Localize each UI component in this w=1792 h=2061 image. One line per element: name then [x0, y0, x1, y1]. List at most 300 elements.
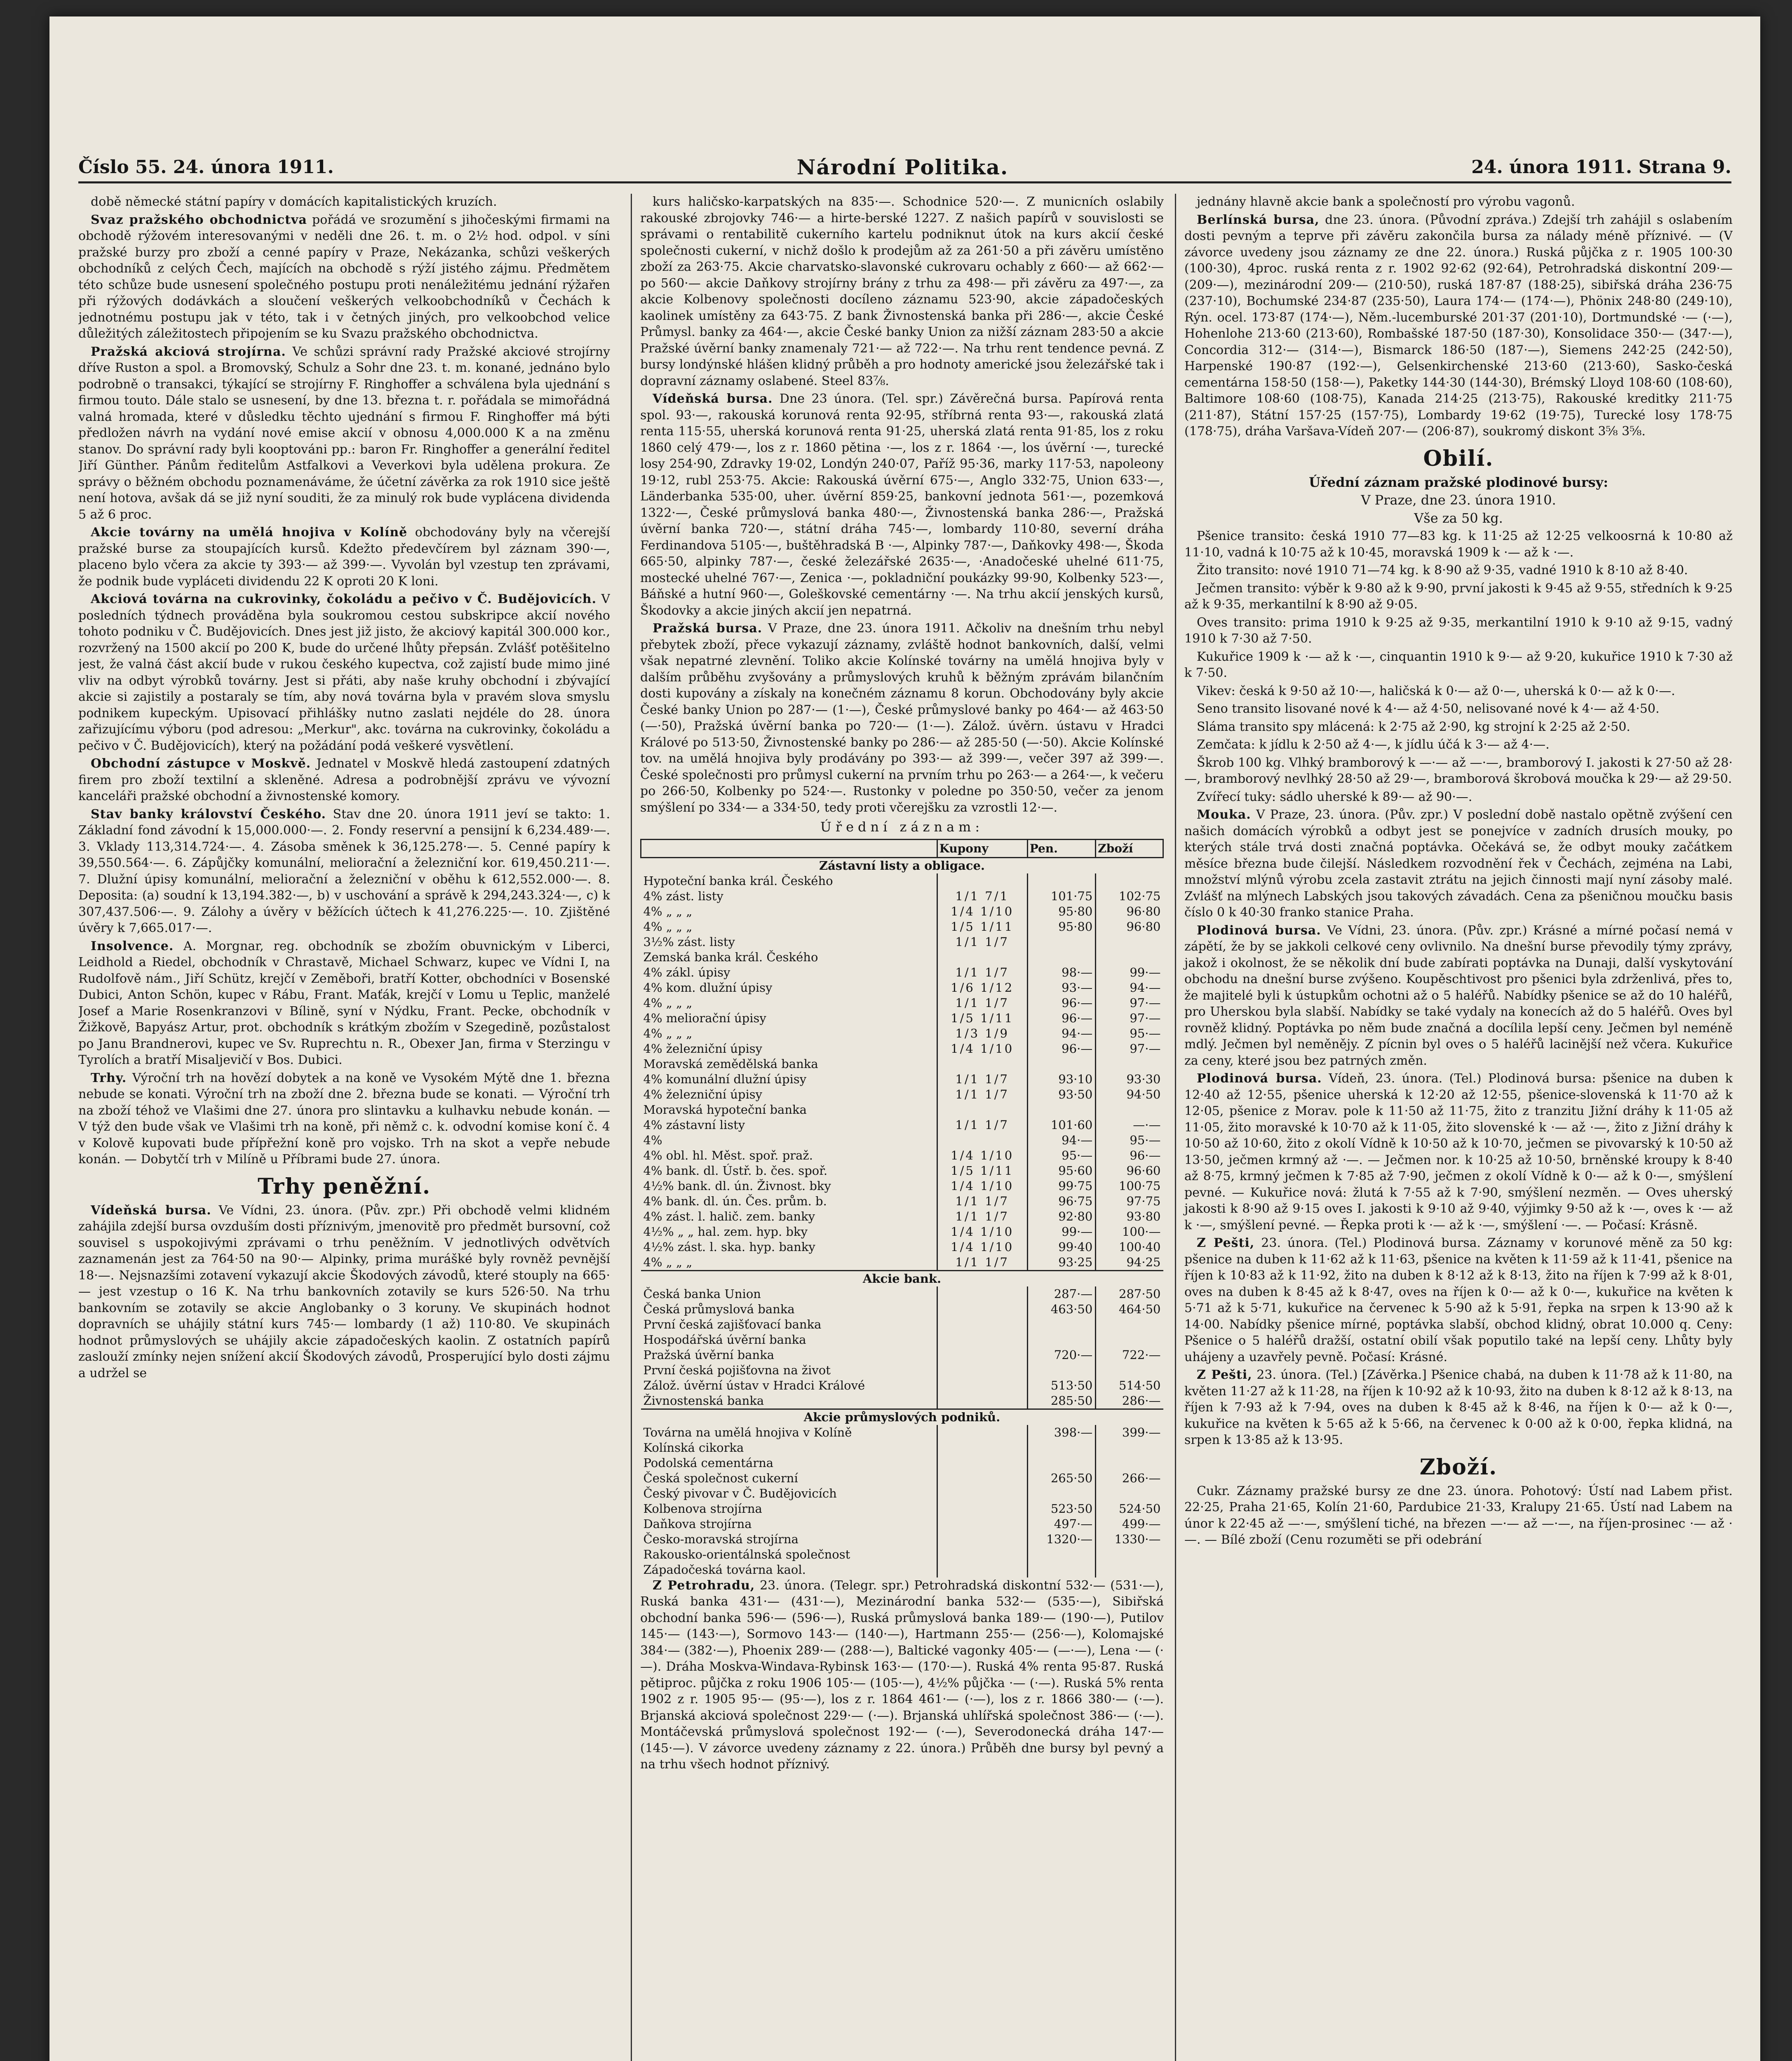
header-cell [641, 839, 937, 857]
article-lead: Obchodní zástupce v Moskvě. [91, 756, 311, 771]
cell-mid: 1/5 1/11 [937, 919, 1027, 934]
cell-mid [937, 1455, 1027, 1471]
cell-mid: 1/1 1/7 [937, 1087, 1027, 1102]
cell-pen [1027, 1317, 1096, 1332]
group-label: Zástavní listy a obligace. [641, 857, 1163, 873]
cell-name: 4% zákl. úpisy [643, 965, 730, 979]
article-lead: Plodinová bursa. [1197, 923, 1321, 938]
article-text: Ječmen transito: výběr k 9·80 až k 9·90, první jakosti k 9·45 až 9·55, středních k 9·25 až k 9·35, merkantilní k 8·90 až 9·05. [1184, 581, 1733, 612]
cell-pen [1027, 1547, 1096, 1562]
cell-mid [937, 873, 1027, 889]
cell-name: 4% bank. dl. Ústř. b. čes. spoř. [643, 1163, 828, 1178]
cell-pen: 98·— [1027, 965, 1096, 980]
section-title-zbozi: Zboží. [1419, 1454, 1498, 1480]
column-3-articles [1184, 194, 1733, 440]
table-group-row [641, 857, 1163, 873]
article-text: 23. února. (Telegr. spr.) Petrohradská diskontní 532·— (531·—), Ruská banka 431·— (431·—), Mezinárodní banka 532·— (535·—), Sibiřská obchodní banka 596·— (596·—), Ruská průmyslová banka 189·— (190·—), Putilov 145·— (143·—), Sormovo 143·— (140·—), Hartmann 255·— (256·—), Kolomajské 384·— (382·—), Phoenix 289·— (288·—), Baltické vagonky 405·— (—·—), Lena ·— (·—). Dráha Moskva-Windava-Rybinsk 163·— (170·—). Ruská 4% renta 95·87. Ruská pětiproc. půjčka z roku 1906 105·— (105·—), 4½% půjčka ·— (·—). Ruská 5% renta 1902 z r. 1905 95·— (95·—), los z r. 1864 461·— (·—), los z r. 1866 380·— (·—). Brjanská akciová společnost 229·— (·—). Brjanská uhlířská společnost 386·— (·—). Montáčevská průmyslová společnost 192·— (·—), Severodonecká dráha 147·— (145·—). V závorce uvedeny záznamy z 22. února.) Průběh dne bursy byl pevný a na trhu všech hodnot příznivý. [640, 1578, 1164, 1772]
cell-name: 3½% zást. listy [643, 934, 735, 949]
cell-name: 4% komunální dlužní úpisy [643, 1072, 807, 1086]
table-row [641, 1041, 1163, 1056]
table-row [641, 1317, 1163, 1332]
cell-pen [1027, 1455, 1096, 1471]
table-row [641, 1117, 1163, 1133]
article-paragraph [1184, 580, 1733, 613]
article-text: Ve schůzi správní rady Pražské akciové strojírny dříve Ruston a spol. a Bromovský, Schulz a Sohr dne 23. t. m. konané, jednáno bylo podrobně o transakci, týkající se strojírny F. Ringhoffer a schválena byla ujednání s firmou touto. Dále stalo se usnesení, by dne 13. března t. r. pořádala se mimořádná valná hromada, které v důsledku těchto ujednání s firmou F. Ringhoffer má býti předložen návrh na vydání nové emise akcií v obnosu 4,000.000 K a na změnu stanov. Do správní rady byli kooptováni pp.: baron Fr. Ringhoffer a generální ředitel Jiří Günther. Pánům ředitelům Astfalkovi a Veverkovi byla udělena prokura. Ze správy o běžném obchodu poznamenáváme, že účetní závěrka za rok 1910 sice ještě není hotova, avšak dá se již nyní souditi, že za minulý rok bude vyplácena dividenda 5 až 6 proc. [78, 344, 610, 522]
cell-mid: 1/4 1/10 [937, 904, 1027, 919]
cell-mid: 1/1 1/7 [937, 934, 1027, 950]
table-row [641, 1532, 1163, 1547]
cell-mid: 1/1 1/7 [937, 965, 1027, 980]
cell-pen: 463·50 [1027, 1302, 1096, 1317]
article-text: V Praze, dne 23. února 1911. Ačkoliv na dnešním trhu nebyl přebytek zboží, přece vykazují záznamy, zvláště hodnot bankovních, další, velmi však nepatrné zlevnění. Toliko akcie Kolínské továrny na umělá hnojiva byly v dalším průběhu zvyšovány a průmyslových kruhů k běžným zprávám bilančním dosti kupovány a získaly na konečném záznamu 8 korun. Obchodovány byly akcie České banky Union po 287·— (1·—), České průmyslové banky po 464·— až 463·50 (—·50), Pražská úvěrní banka po 720·— (1·—). Zálož. úvěrn. ústavu v Hradci Králové po 513·50, Živnostenské banky po 286·— až 285·50 (—·50). Akcie Kolínské tov. na umělá hnojiva byly prodávány po 393·— až 399·—, večer 397 až 399·—. České společnosti pro průmysl cukerní na prvním trhu po 263·— a 264·—, k večeru po 266·50, Kolbenky po 524·—. Rustonky v poledne po 350·50, večer za jenom smýšlení po 334·— a 334·50, tedy proti včerejšku za vzrostli 12·—. [640, 621, 1164, 815]
article-lead: Akcie továrny na umělá hnojiva v Kolíně [91, 525, 408, 540]
article-paragraph [640, 194, 1164, 389]
article-lead: Mouka. [1197, 807, 1251, 822]
cell-zbozi: 96·60 [1096, 1163, 1163, 1178]
article-paragraph [1184, 683, 1733, 700]
cell-name: 4% zástavní listy [643, 1117, 745, 1132]
table-row [641, 1393, 1163, 1409]
cell-mid [937, 1425, 1027, 1440]
cell-name: Moravská hypoteční banka [643, 1102, 807, 1117]
cell-pen: 95·— [1027, 1148, 1096, 1163]
cell-zbozi [1096, 1056, 1163, 1072]
cell-zbozi [1096, 873, 1163, 889]
article-text: A. Morgnar, reg. obchodník se zbožím obuvnickým v Liberci, Leidhold a Riedel, obchodník v Chrastavě, Michael Schwarz, kupec ve Vídni I, na Rudolfově nám., Jiří Schütz, krejčí v Zeměboři, bratří Kotter, obchodníci v Bosenské Dubici, Anton Schön, kupec v Rábu, Frant. Maťák, krejčí v Lomu u Teplic, manželé Josef a Marie Rosenkranzovi v Bílině, syní v Nýdku, Frant. Pecke, obchodník v Žižkově, Bapyász Artur, prot. obchodník s krátkým zbožím v Szegedině, pozůstalost po Janu Brandnerovi, kupec ve Sv. Ruprechtu n. R., Obexer Jan, firma v Sterzingu v Tyrolích a bratří Misaljevičí v Bos. Dubici. [78, 939, 610, 1067]
cell-mid [937, 1393, 1027, 1409]
table-row [641, 1425, 1163, 1440]
cell-name: Podolská cementárna [643, 1455, 774, 1470]
cell-zbozi: 96·80 [1096, 904, 1163, 919]
article-paragraph [78, 194, 610, 210]
cell-mid: 1/4 1/10 [937, 1148, 1027, 1163]
cell-name: Továrna na umělá hnojiva v Kolíně [643, 1425, 852, 1439]
cell-zbozi: 499·— [1096, 1516, 1163, 1532]
cell-name: 4% železniční úpisy [643, 1087, 763, 1101]
table-header-row [641, 839, 1163, 857]
article-text: Jednatel v Moskvě hledá zastoupení zdatných firem pro zboží textilní a skleněné. Adresa a podrobnější zprávu ve vývozní kanceláři pražské obchodní a živnostenské komory. [78, 756, 610, 803]
cell-pen: 101·75 [1027, 889, 1096, 904]
cell-pen: 513·50 [1027, 1378, 1096, 1393]
table-row [641, 1501, 1163, 1516]
cell-name: 4½% bank. dl. ún. Živnost. bky [643, 1178, 831, 1193]
cell-mid [937, 1286, 1027, 1302]
sugar-report: Cukr. Záznamy pražské bursy ze dne 23. února. Pohotový: Ústí nad Labem přist. 22·25, Praha 21·65, Kolín 21·60, Pardubice 21·33, Kralupy 21·65. Ústí nad Labem na únor k 22·45 až —·—, smýšlení tiché, na březen —·— až —·—, na říjen-prosinec ·— až ·—. — Bílé zboží (Cenu rozuměti se při odebrání [1184, 1484, 1733, 1547]
cell-pen [1027, 873, 1096, 889]
cell-pen: 1320·— [1027, 1532, 1096, 1547]
article-paragraph [78, 756, 610, 805]
cell-mid [937, 1440, 1027, 1455]
article-paragraph [78, 1070, 610, 1168]
cell-pen: 96·— [1027, 1041, 1096, 1056]
table-row [641, 965, 1163, 980]
article-paragraph [78, 212, 610, 342]
article-paragraph [640, 1577, 1164, 1773]
cell-mid: 1/1 1/7 [937, 1194, 1027, 1209]
cell-pen: 99·75 [1027, 1178, 1096, 1194]
cell-zbozi: 287·50 [1096, 1286, 1163, 1302]
article-lead: Pražská akciová strojírna. [91, 344, 286, 359]
article-lead: Trhy. [91, 1070, 127, 1085]
masthead [78, 153, 1731, 183]
table-row [641, 1194, 1163, 1209]
article-paragraph [1184, 807, 1733, 921]
table-row [641, 1455, 1163, 1471]
cell-pen: 94·— [1027, 1026, 1096, 1041]
article-lead: Z Petrohradu, [653, 1578, 755, 1593]
cell-zbozi: 524·50 [1096, 1501, 1163, 1516]
cell-pen: 99·— [1027, 1224, 1096, 1239]
cell-zbozi [1096, 1317, 1163, 1332]
article-text: Zvířecí tuky: sádlo uherské k 89·— až 90·—. [1197, 789, 1473, 804]
table-row [641, 1562, 1163, 1577]
column-1 [78, 194, 610, 2061]
cell-name: Kolbenova strojírna [643, 1501, 762, 1516]
cell-mid [937, 1532, 1027, 1547]
table-row [641, 1224, 1163, 1239]
cell-mid [937, 950, 1027, 965]
cell-name: 4½% zást. l. ska. hyp. banky [643, 1239, 815, 1254]
ledger-title: Úřední záznam: [820, 819, 984, 835]
article-paragraph [640, 620, 1164, 816]
cell-zbozi: 93·30 [1096, 1072, 1163, 1087]
cell-name: 4% „ „ „ [643, 919, 693, 934]
table-row [641, 934, 1163, 950]
table-row [641, 873, 1163, 889]
cell-name: První česká zajišťovací banka [643, 1317, 822, 1331]
cell-name: 4% zást. l. halič. zem. banky [643, 1209, 815, 1223]
cell-zbozi: 399·— [1096, 1425, 1163, 1440]
article-lead: Berlínská bursa, [1197, 212, 1320, 227]
article-text: pořádá ve srozumění s jihočeskými firmami na obchodě rýžovém interesovanými v neděli dne 26. t. m. o 2½ hod. odpol. v síni pražské burzy pro zboží a cenné papíry v Praze, Nekázanka, schůzi veškerých obchodníků z celých Čech, majících na obchodě s rýží jistého zájmu. Předmětem této schůze bude usnesení společného postupu proti nenáležitému jednání rýžařen při rýžových dodávkách a sloučení veškerých velkoobchodníků v Čechách k jednotnému postupu jak v této, tak i v četných jiných, pro velkoobchod velice důležitých záležitostech připojením se ku Svazu pražského obchodnictva. [78, 212, 610, 341]
cell-name: 4% „ „ „ [643, 1255, 693, 1269]
cell-zbozi [1096, 934, 1163, 950]
cell-mid [937, 1302, 1027, 1317]
cell-pen: 95·80 [1027, 919, 1096, 934]
article-paragraph [1184, 212, 1733, 440]
article-text: Kukuřice 1909 k ·— až k ·—, cinquantin 1910 k 9·— až 9·20, kukuřice 1910 k 7·30 až k 7·50. [1184, 649, 1733, 680]
table-row [641, 1286, 1163, 1302]
obili-unit: Vše za 50 kg. [1414, 510, 1503, 526]
cell-name: Kolínská cikorka [643, 1440, 744, 1455]
article-text: 23. února. (Tel.) Plodinová bursa. Záznamy v korunové měně za 50 kg: pšenice na duben k 11·62 až k 11·63, pšenice na květen k 11·59 až k 11·41, pšenice na říjen k 10·83 až k 11·92, žito na duben k 8·12 až k 8·13, žito na říjen k 7·99 až k 8·01, oves na duben k 8·45 až k 8·47, oves na říjen k 0·— až k 0·—, kukuřice na květen k 5·71 až k 5·71, kukuřice na červenec k 5·90 až k 5·91, řepka na srpen k 13·90 až k 14·00. Nabídky pšenice mírné, poptávka slabší, obchod klidný, obrat 10.000 q. Ceny: Pšenice o 5 haléřů dražší, ostatní obilí však poputilo také na lepší ceny. Lhůty byly uhájeny a uzavřely pevně. Počasí: Krásné. [1184, 1236, 1733, 1364]
article-lead: Akciová továrna na cukrovinky, čokoládu a pečivo v Č. Budějovicích. [91, 592, 597, 606]
cell-zbozi: 94·50 [1096, 1087, 1163, 1102]
cell-mid [937, 1347, 1027, 1363]
cell-pen: 96·— [1027, 995, 1096, 1011]
cell-name: 4% zást. listy [643, 889, 723, 903]
cell-name: Západočeská továrna kaol. [643, 1562, 806, 1577]
cell-mid [937, 1486, 1027, 1501]
cell-name: Rakousko-orientálnská společnost [643, 1547, 850, 1561]
cell-zbozi: 97·— [1096, 995, 1163, 1011]
article-paragraph [1184, 1235, 1733, 1365]
article-lead: Stav banky království Českého. [91, 807, 326, 822]
cell-mid [937, 1056, 1027, 1072]
article-lead: Vídeňská bursa. [91, 1203, 211, 1218]
newspaper-page [49, 16, 1760, 2061]
table-row [641, 1255, 1163, 1271]
cell-zbozi: 95·— [1096, 1133, 1163, 1148]
cell-name: Česká společnost cukerní [643, 1471, 798, 1485]
article-text: Ve Vídni, 23. února. (Pův. zpr.) Při obchodě velmi klidném zahájila zdejší bursa ovzduším dosti příznivým, jmenovitě pro předmět bursovní, což souvisel s uspokojivými zprávami o trhu peněžním. V jednotlivých odvětvích zaznamenán jest za 764·50 na 90·— Alpinky, prima murášké byly rovněž pevnější 18·—. Nejsnazšími zotavení vykazují akcie Škodových závodů, které stouply na 665·— jest vzestup o 16 K. Na trhu bankovních zotavily se kurs 526·50. Na trhu bankovním se zotavily se akcie Anglobanky o 3 koruny. Ve skupinách hodnot dopravních se uhájily státní kurs 745·— lombardy (1 až) 110·80. Ve skupinách hodnot průmyslových se uhájily akcie západočeských kaolin. Z ostatních papírů zaslouží zmínky nejen snížení akcií Škodových závodů, Prosperující bylo dosti zájmu a udržel se [78, 1203, 610, 1380]
article-paragraph [1184, 719, 1733, 735]
cell-mid [937, 1471, 1027, 1486]
cell-name: 4% bank. dl. ún. Čes. prům. b. [643, 1194, 827, 1208]
cell-name: 4½% „ „ hal. zem. hyp. bky [643, 1224, 808, 1239]
issue-number: Číslo 55. 24. února 1911. [78, 156, 334, 178]
group-label: Akcie bank. [641, 1270, 1163, 1286]
cell-mid: 1/1 7/1 [937, 889, 1027, 904]
page-number: 24. února 1911. Strana 9. [1471, 156, 1731, 178]
cell-pen [1027, 1056, 1096, 1072]
table-row [641, 1209, 1163, 1224]
header-cell: Kupony [937, 839, 1027, 857]
cell-pen: 99·40 [1027, 1239, 1096, 1255]
cell-zbozi: —·— [1096, 1117, 1163, 1133]
article-paragraph [1184, 923, 1733, 1069]
table-row [641, 1486, 1163, 1501]
cell-zbozi: 100·75 [1096, 1178, 1163, 1194]
cell-pen [1027, 1440, 1096, 1455]
cell-pen: 95·80 [1027, 904, 1096, 919]
table-row [641, 1378, 1163, 1393]
article-paragraph [1184, 528, 1733, 561]
cell-zbozi: 100·40 [1096, 1239, 1163, 1255]
cell-pen [1027, 950, 1096, 965]
cell-pen: 497·— [1027, 1516, 1096, 1532]
cell-name: Zálož. úvěrní ústav v Hradci Králové [643, 1378, 865, 1392]
obili-date: V Praze, dne 23. února 1910. [1361, 492, 1556, 508]
header-cell: Pen. [1027, 839, 1096, 857]
cell-name: Živnostenská banka [643, 1393, 764, 1408]
article-text: Dne 23 února. (Tel. spr.) Závěrečná bursa. Papírová renta spol. 93·—, rakouská korunová renta 92·95, stříbrná renta 93·—, rakouská zlatá renta 115·55, uherská korunová renta 91·25, uherská zlatá renta 91·85, los z roku 1860 celý 479·—, los z r. 1860 pětina ·—, los z r. 1864 ·—, los úvěrní ·—, turecké losy 254·90, Zdravky 19·02, Londýn 240·07, Paříž 95·36, marky 117·53, napoleony 19·12, rubl 253·75. Akcie: Rakouská úvěrní 675·—, Anglo 332·75, Union 633·—, Länderbanka 535·00, uher. úvěrní 859·25, bankovní jednota 561·—, pozemková 1322·—, České průmyslová banka 480·—, Živnostenská banka 286·—, Pražská úvěrní banka 720·—, státní dráha 745·—, lombardy 110·80, severní dráha Ferdinandova 5105·—, buštěhradská B ·—, Alpinky 787·—, Daňkovky 498·—, Škoda 665·50, alpinky 787·—, české železářské 2635·—, ·Anadočeské uhelné 611·75, mostecké uhelné 767·—, Zenica ·—, pokladniční poukázky 99·90, Kolbenky 523·—, Báňské a hutní 960·—, Goleškovské cementárny ·—. Na trhu akcií jenských kursů, Škodovky a akcie jiných akcií jen nepatrná. [640, 392, 1164, 618]
cell-zbozi: 722·— [1096, 1347, 1163, 1363]
cell-mid: 1/1 1/7 [937, 1117, 1027, 1133]
column-2-articles [640, 194, 1164, 816]
article-lead: Z Pešti, [1197, 1236, 1255, 1250]
cell-mid [937, 1332, 1027, 1347]
cell-zbozi: 100·— [1096, 1224, 1163, 1239]
section-title: Trhy peněžní. [258, 1174, 431, 1199]
cell-name: 4% kom. dlužní úpisy [643, 980, 773, 995]
article-text: Zemčata: k jídlu k 2·50 až 4·—, k jídlu účá k 3·— až 4·—. [1197, 737, 1550, 752]
article-text: Žito transito: nové 1910 71—74 kg. k 8·90 až 9·35, vadné 1910 k 8·10 až 8·40. [1197, 563, 1688, 577]
bond-price-table [640, 839, 1164, 1577]
table-group-row [641, 1270, 1163, 1286]
cell-name: Zemská banka král. Českého [643, 950, 818, 964]
cell-name: Daňkova strojírna [643, 1516, 752, 1531]
table-row [641, 1332, 1163, 1347]
cell-name: První česká pojišťovna na život [643, 1363, 831, 1377]
cell-name: 4% železniční úpisy [643, 1041, 763, 1056]
cell-mid: 1/1 1/7 [937, 1209, 1027, 1224]
article-text: Vikev: česká k 9·50 až 10·—, haličská k 0·— až 0·—, uherská k 0·— až k 0·—. [1197, 683, 1675, 698]
cell-pen: 93·— [1027, 980, 1096, 995]
header-cell: Zboží [1096, 839, 1163, 857]
table-row [641, 1072, 1163, 1087]
cell-name: Česko-moravská strojírna [643, 1532, 799, 1546]
article-paragraph [78, 938, 610, 1068]
article-text: Vídeň, 23. února. (Tel.) Plodinová bursa: pšenice na duben k 12·40 až 12·55, pšenice uherská k 12·20 až 12·55, pšenice-slovenská k 11·70 až k 12·05, pšenice z Morav. pole k 11·50 až 11·75, žito z tranzitu Jižní dráhy k 11·05 až 11·05, žito moravské k 10·70 až k 11·05, žito slovenské k ·— až ·—, žito z Jižní dráhy k 10·50 až 10·60, žito z okolí Vídně k 10·50 až k 10·70, ječmen se pivovarský k 10·50 až 13·50, ječmen krmný až ·—. — Ječmen nor. k 10·25 až 10·50, brněnské kroupy k 8·40 až 8·75, krmný ječmen k 7·85 až 7·90, ječmen z okolí Vídně k 0·— až k 0·—, smýšlení pevné. — Kukuřice nová: žlutá k 7·55 až k 7·90, smýšlení nezměn. — Oves uherský jakosti k 8·90 až 9·15 oves I. jakosti k 9·10 až 9·40, výjimky 9·50 až k ·—, oves k ·— až k ·—, smýšlení pevné. — Řepka proti k ·— až k ·—, smýšlení ·—. — Počasí: Krásně. [1184, 1071, 1733, 1232]
article-text: dne 23. února. (Původní zpráva.) Zdejší trh zahájil s oslabením dosti pevným a teprve při závěru zakončila bursa za nálady méně příznivé. — (V závorce uvedeny jsou záznamy ze dne 22. února.) Ruská půjčka z r. 1905 100·30 (100·30), 4proc. ruská renta z r. 1902 92·62 (92·64), Petrohradská diskontní 209·— (209·—), mezinárodní 209·— (210·50), ruská 187·87 (188·25), sibiřská dráha 236·75 (237·10), Bochumské 234·87 (235·50), Laura 174·— (174·—), Phönix 248·80 (249·10), Rýn. ocel. 173·87 (174·—), Něm.-lucemburské 201·37 (201·10), Dortmundské ·— (·—), Hohenlohe 213·60 (213·60), Rombašské 187·50 (187·30), Konsolidace 350·— (347·—), Concordia 312·— (314·—), Bismarck 186·50 (187·—), Siemens 242·25 (242·50), Harpenské 190·87 (192·—), Gelsenkirchenské 213·60 (213·60), Sasko-česká cementárna 158·50 (158·—), Paketky 144·30 (144·30), Brémský Lloyd 108·60 (108·60), Baltimore 108·60 (108·75), Kanada 214·25 (213·75), Rakouské kreditky 211·75 (211·87), Státní 157·25 (157·75), Lombardy 19·62 (19·75), Turecké losy 178·75 (178·75), dráha Varšava-Vídeň 207·— (206·87), soukromý diskont 3⅝ 3⅝. [1184, 212, 1733, 439]
cell-zbozi: 93·80 [1096, 1209, 1163, 1224]
cell-pen: 96·— [1027, 1011, 1096, 1026]
cell-zbozi [1096, 1332, 1163, 1347]
cell-mid [937, 1547, 1027, 1562]
table-row [641, 1148, 1163, 1163]
article-text: V posledních týdnech prováděna byla soukromou cestou subskripce akcií nového tohoto podniku v Č. Budějovicích. Dnes jest již jisto, že akciový kapitál 300.000 kor., rozvržený na 1500 akcií po 200 K, bude do určené lhůty přepsán. Zvlášť potěšitelno jest, že valná část akcií bude v rukou českého kupectva, což zajistí bude mimo jiné vliv na odbyt výrobků továrny. Jest si přáti, aby naše kruhy obchodní i zbývající akcie si zajistily a postaraly se tím, aby nová továrna byla v pravém slova smyslu podnikem kupeckým. Upisovací přihlášky nutno zaslati nejdéle do 28. února zařizujícímu výboru (pod adresou: „Merkur", akc. továrna na cukrovinky, čokoládu a pečivo v Č. Budějovicích), který na požádání podá veškeré vysvětlení. [78, 592, 610, 753]
cell-pen: 92·80 [1027, 1209, 1096, 1224]
cell-name: Česká banka Union [643, 1286, 761, 1301]
cell-pen: 93·25 [1027, 1255, 1096, 1271]
article-lead: Plodinová bursa. [1197, 1071, 1322, 1086]
cell-zbozi: 97·— [1096, 1011, 1163, 1026]
article-lead: Z Pešti, [1197, 1368, 1252, 1382]
cell-pen [1027, 1102, 1096, 1117]
table-row [641, 1056, 1163, 1072]
article-paragraph [78, 806, 610, 937]
cell-name: 4% meliorační úpisy [643, 1011, 766, 1025]
cell-name: 4% obl. hl. Měst. spoř. praž. [643, 1148, 813, 1162]
cell-pen: 94·— [1027, 1133, 1096, 1148]
table-row [641, 1178, 1163, 1194]
cell-pen: 96·75 [1027, 1194, 1096, 1209]
cell-name: 4% [643, 1133, 662, 1147]
article-paragraph [1184, 737, 1733, 753]
cell-zbozi [1096, 950, 1163, 965]
cell-pen [1027, 1486, 1096, 1501]
cell-pen [1027, 1562, 1096, 1577]
cell-zbozi: 96·80 [1096, 919, 1163, 934]
cell-zbozi: 1330·— [1096, 1532, 1163, 1547]
cell-mid [937, 1562, 1027, 1577]
article-text: Oves transito: prima 1910 k 9·25 až 9·35, merkantilní 1910 k 9·10 až 9·15, vadný 1910 k 7·30 až 7·50. [1184, 615, 1733, 646]
cell-zbozi: 464·50 [1096, 1302, 1163, 1317]
table-row [641, 1440, 1163, 1455]
cell-zbozi [1096, 1363, 1163, 1378]
cell-mid [937, 1133, 1027, 1148]
cell-zbozi [1096, 1562, 1163, 1577]
cell-pen: 93·10 [1027, 1072, 1096, 1087]
article-paragraph [640, 391, 1164, 619]
cell-name: Hypoteční banka král. Českého [643, 873, 833, 888]
table-group-row [641, 1409, 1163, 1425]
article-text: Ve Vídni, 23. února. (Pův. zpr.) Krásné a mírné počasí nemá v zápětí, že by se jakkoli celkové ceny ovlivnilo. Na dnešní burse převodily týmy zprávy, jakož i okolnost, že se několik dní bude zabírati poptávka na Dunaji, další vyskytování obchodu na dnešní burse zvýšeno. Koupěschtivost pro pšenici byla zdrženlivá, přes to, že majitelé byli k ústupkům ochotni až o 5 haléřů. Nabídky pšenice se až do 10 haléřů, pro Uherskou byla slabší. Nabídky se také vydaly na konecích až do 5 haléřů. Oves byl rovněž klidný. Poptávka po něm bude značná a docílila lepší ceny. Ječmen byl neméně mdlý. Ječmen byl neměnějy. Z pícnin byl oves o 5 haléřů lacinější než včera. Kukuřice za ceny, které jsou bez patrných změn. [1184, 923, 1733, 1068]
article-text: 23. února. (Tel.) [Závěrka.] Pšenice chabá, na duben k 11·78 až k 11·80, na květen 11·27 až k 11·28, na říjen k 10·92 až k 10·93, žito na duben k 8·12 až k 8·13, na říjen k 7·93 až k 7·94, oves na duben k 8·45 až k 8·46, na říjen k 0·— až k 0·—, kukuřice na květen k 5·65 až k 5·66, na červenec k 0·00 až k 0·00, řepka klidná, na srpen k 13·85 až k 13·95. [1184, 1368, 1733, 1447]
table-row [641, 1516, 1163, 1532]
article-text: obchodovány byly na včerejší pražské burse za stoupajících kursů. Kdežto předevčírem byl záznam 390·—, placeno bylo včera za akcie ty 393·— až 399·—. Vyvolán byl vzestup ten zprávami, že podnik bude vypláceti dividendu 22 K oproti 20 K loni. [78, 525, 610, 589]
table-row [641, 1363, 1163, 1378]
cell-name: Česká průmyslová banka [643, 1302, 795, 1316]
table-row [641, 889, 1163, 904]
table-row [641, 1347, 1163, 1363]
table-row [641, 1239, 1163, 1255]
cell-zbozi [1096, 1455, 1163, 1471]
cell-zbozi: 97·75 [1096, 1194, 1163, 1209]
cell-zbozi: 514·50 [1096, 1378, 1163, 1393]
article-lead: Vídeňská bursa. [653, 392, 773, 406]
cell-pen: 95·60 [1027, 1163, 1096, 1178]
table-row [641, 980, 1163, 995]
column-2-bottom-articles [640, 1577, 1164, 1773]
cell-mid: 1/4 1/10 [937, 1239, 1027, 1255]
table-row [641, 1163, 1163, 1178]
cell-mid: 1/4 1/10 [937, 1041, 1027, 1056]
cell-name: Hospodářská úvěrní banka [643, 1332, 806, 1347]
article-text: Stav dne 20. února 1911 jeví se takto: 1. Základní fond závodní k 15,000.000·—. 2. Fondy reservní a pensijní k 6,234.489·—. 3. Vklady 113,314.724·—. 4. Zásoba směnek k 36,125.278·—. 5. Cenné papíry k 39,550.564·—. 6. Zápůjčky komunální, meliorační a železniční kor. 619,450.211·—. 7. Dlužní úpisy komunální, meliorační a železniční v oběhu k 612,552.000·—. 8. Deposita: (a) soudní k 13,194.382·—, b) v uschování a správě k 294,243.324·—, c) k 307,437.506·—. 9. Zálohy a úvěry v běžících účtech k 41,276.225·—. 10. Zjištěné úvěry k 7,665.017·—. [78, 807, 610, 935]
table-body [641, 857, 1163, 1577]
article-paragraph [1184, 194, 1733, 210]
article-paragraph [78, 1202, 610, 1382]
cell-pen [1027, 1332, 1096, 1347]
cell-pen [1027, 1363, 1096, 1378]
article-paragraph [1184, 562, 1733, 579]
cell-mid: 1/1 1/7 [937, 1255, 1027, 1271]
newspaper-title: Národní Politika. [796, 155, 1009, 179]
group-label: Akcie průmyslových podniků. [641, 1409, 1163, 1425]
cell-zbozi: 286·— [1096, 1393, 1163, 1409]
table-row [641, 1471, 1163, 1486]
article-paragraph [1184, 701, 1733, 717]
cell-name: 4% „ „ „ [643, 995, 693, 1010]
cell-mid: 1/1 1/7 [937, 995, 1027, 1011]
section-title-obili: Obilí. [1423, 446, 1494, 471]
cell-mid: 1/4 1/10 [937, 1224, 1027, 1239]
cell-mid: 1/6 1/12 [937, 980, 1027, 995]
article-text: kurs haličsko-karpatských na 835·—. Schodnice 520·—. Z municních oslabily rakouské zbrojovky 746·— a hirte-berské 1227. Z našich papírů v souvislosti se správami o rentabilitě cukerního kartelu podniknut útok na kurs akcií české společnosti cukerní, v nichž došlo k prodejům až za 261·50 a při závěru umístěno zboží za 263·75. Akcie charvatsko-slavonské cukrovaru ochably z 660·— až 662·— po 560·— akcie Daňkovy strojírny brány z trhu za 498·— při závěru za 497·—, za akcie Kolbenovy společnosti docíleno záznamu 523·90, akcie západočeských kaolinek umístěny za 643·75. Z bank Živnostenská banka při 286·—, akcie České Průmysl. banky za 464·—, akcie České banky Union za nižší záznam 283·50 a akcie Pražské úvěrní banky znamenaly 721·— až 722·—. Na trhu rent tendence pevná. Z bursy londýnské hlášen klidný průběh a pro hodnoty americké jsou železářské tak i dopravní záznamy oslabené. Steel 83⅞. [640, 195, 1164, 388]
table-row [641, 995, 1163, 1011]
obili-subtitle: Úřední záznam pražské plodinové bursy: [1309, 474, 1608, 490]
cell-mid [937, 1516, 1027, 1532]
column-2 [631, 194, 1164, 2061]
cell-mid [937, 1363, 1027, 1378]
cell-pen: 720·— [1027, 1347, 1096, 1363]
cell-pen: 523·50 [1027, 1501, 1096, 1516]
cell-mid [937, 1102, 1027, 1117]
cell-mid [937, 1378, 1027, 1393]
grain-reports [1184, 528, 1733, 1448]
cell-pen: 101·60 [1027, 1117, 1096, 1133]
cell-zbozi [1096, 1486, 1163, 1501]
article-paragraph [1184, 1367, 1733, 1448]
article-paragraph [1184, 649, 1733, 681]
cell-mid [937, 1501, 1027, 1516]
article-paragraph [78, 524, 610, 589]
cell-mid [937, 1317, 1027, 1332]
article-lead: Insolvence. [91, 939, 174, 953]
cell-zbozi: 102·75 [1096, 889, 1163, 904]
cell-mid: 1/4 1/10 [937, 1178, 1027, 1194]
cell-name: Moravská zemědělská banka [643, 1056, 818, 1071]
cell-mid: 1/5 1/11 [937, 1163, 1027, 1178]
cell-pen [1027, 934, 1096, 950]
article-lead: Svaz pražského obchodnictva [91, 212, 307, 227]
cell-mid: 1/5 1/11 [937, 1011, 1027, 1026]
article-text: Pšenice transito: česká 1910 77—83 kg. k 11·25 až 12·25 velkoosrná k 10·80 až 11·10, vadná k 10·75 až k 10·45, moravská 1909 k ·— až k ·—. [1184, 529, 1733, 560]
table-row [641, 1102, 1163, 1117]
article-paragraph [1184, 789, 1733, 805]
article-text: Škrob 100 kg. Vlhký bramborový k —·— až —·—, bramborový I. jakosti k 27·50 až 28·—, bramborový nevlhký 28·50 až 29·—, bramborová škrobová moučka k 29·— až 29·50. [1184, 755, 1733, 786]
cell-pen: 287·— [1027, 1286, 1096, 1302]
cell-pen: 265·50 [1027, 1471, 1096, 1486]
article-text: Seno transito lisované nové k 4·— až 4·50, nelisované nové k 4·— až 4·50. [1197, 702, 1660, 716]
cell-zbozi: 96·— [1096, 1148, 1163, 1163]
table-row [641, 1011, 1163, 1026]
cell-mid: 1/1 1/7 [937, 1072, 1027, 1087]
table-row [641, 919, 1163, 934]
article-text: V Praze, 23. února. (Pův. zpr.) V poslední době nastalo opětně zvýšení cen našich domácích výrobků a odbyt jest se ponejvíce v zadních drusích mouky, po kterých stále trvá dosti značná poptávka. Očekává se, že odbyt mouky začátkem měsíce března bude čilejší. Následkem rozvodnění řek v Čechách, zejména na Labi, množství mlýnů výrobu zcela zastavit ztrátu na jejich činnosti mají nyní zásoby malé. Zvlášť na mlýnech Labských jsou takových závadách. Cena za pšeničnou moučku basis číslo 0 k 40·30 franko stanice Praha. [1184, 807, 1733, 920]
